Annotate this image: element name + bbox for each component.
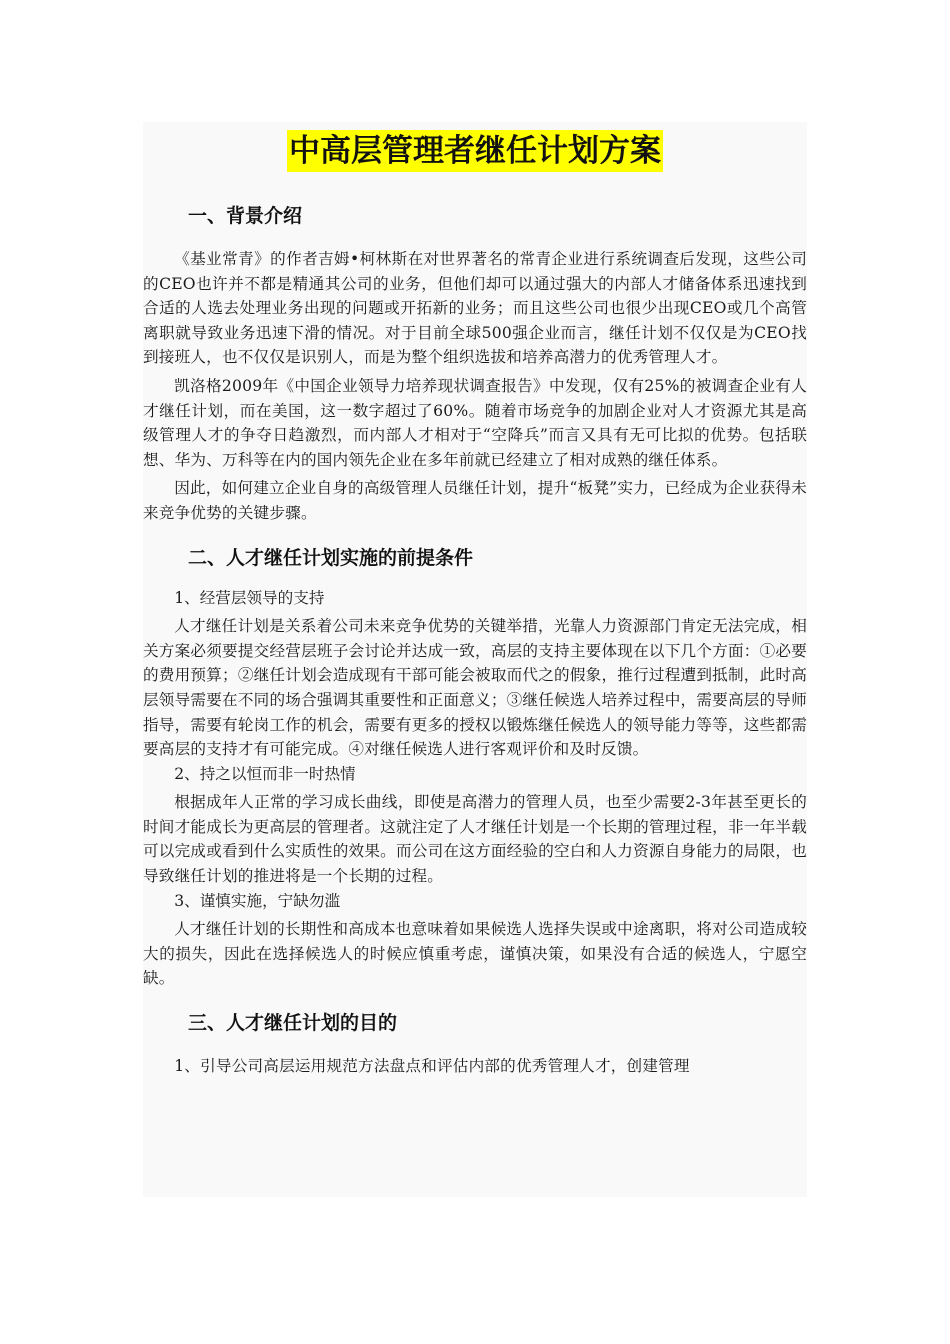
paragraph: 根据成年人正常的学习成长曲线，即使是高潜力的管理人员，也至少需要2-3年甚至更长的时间才能成长为更高层的管理者。这就注定了人才继任计划是一个长期的管理过程，非一年半载可以完成或看到什么实质性的效果。而公司在这方面经验的空白和人力资源自身能力的局限，也导致继任计划的推进将是一个长期的过程。: [143, 793, 807, 886]
paragraph: 人才继任计划的长期性和高成本也意味着如果候选人选择失误或中途离职，将对公司造成较大的损失，因此在选择候选人的时候应慎重考虑，谨慎决策，如果没有合适的候选人，宁愿空缺。: [143, 920, 807, 988]
subsection-title: 1、经营层领导的支持: [174, 588, 325, 607]
paragraph: 凯洛格2009年《中国企业领导力培养现状调查报告》中发现，仅有25%的被调查企业有人才继任计划，而在美国，这一数字超过了60%。随着市场竞争的加剧企业对人才资源尤其是高级管理人才的争夺日趋激烈，而内部人才相对于“空降兵”而言又具有无可比拟的优势。包括联想、华为、万科等在内的国内领先企业在多年前就已经建立了相对成熟的继任体系。: [143, 376, 807, 469]
paragraph: 因此，如何建立企业自身的高级管理人员继任计划，提升“板凳”实力，已经成为企业获得未来竞争优势的关键步骤。: [143, 479, 807, 522]
paragraph: 《基业常青》的作者吉姆•柯林斯在对世界著名的常青企业进行系统调查后发现，这些公司的CEO也许并不都是精通其公司的业务，但他们却可以通过强大的内部人才储备体系迅速找到合适的人选去处理业务出现的问题或开拓新的业务；而且这些公司也很少出现CEO或几个高管离职就导致业务迅速下滑的情况。对于目前全球500强企业而言，继任计划不仅仅是为CEO找到接班人，也不仅仅是识别人，而是为整个组织选拔和培养高潜力的优秀管理人才。: [143, 250, 807, 367]
paragraph: 人才继任计划是关系着公司未来竞争优势的关键举措，光靠人力资源部门肯定无法完成，相关方案必须要提交经营层班子会讨论并达成一致，高层的支持主要体现在以下几个方面：①必要的费用预算；②继任计划会造成现有干部可能会被取而代之的假象，推行过程遭到抵制，此时高层领导需要在不同的场合强调其重要性和正面意义；③继任候选人培养过程中，需要高层的导师指导，需要有轮岗工作的机会，需要有更多的授权以锻炼继任候选人的领导能力等等，这些都需要高层的支持才有可能完成。④对继任候选人进行客观评价和及时反馈。: [143, 617, 807, 759]
document-title: 中高层管理者继任计划方案: [287, 130, 663, 172]
section-heading-goals: 三、人才继任计划的目的: [188, 1012, 398, 1035]
section-heading-background: 一、背景介绍: [188, 205, 303, 227]
section-heading-prerequisites: 二、人才继任计划实施的前提条件: [188, 546, 474, 569]
subsection-title: 3、谨慎实施，宁缺勿滥: [174, 891, 341, 910]
paragraph: 1、引导公司高层运用规范方法盘点和评估内部的优秀管理人才，创建管理: [174, 1057, 690, 1076]
document-content: [143, 122, 807, 1197]
subsection-title: 2、持之以恒而非一时热情: [174, 764, 356, 783]
